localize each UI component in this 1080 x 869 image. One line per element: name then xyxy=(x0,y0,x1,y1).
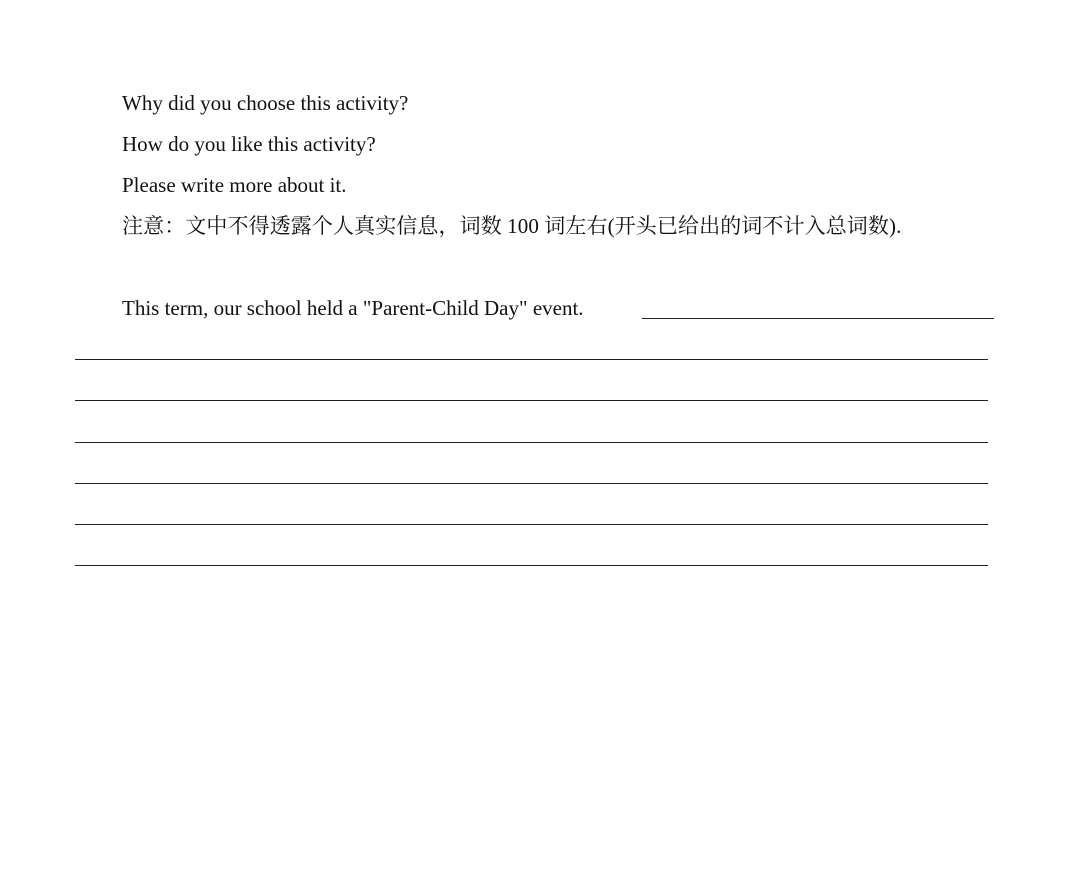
answer-blank-inline[interactable] xyxy=(642,318,994,319)
answer-line[interactable] xyxy=(75,565,988,566)
answer-line[interactable] xyxy=(75,524,988,525)
answer-line[interactable] xyxy=(75,442,988,443)
answer-line[interactable] xyxy=(75,359,988,360)
guiding-question-why: Why did you choose this activity? xyxy=(122,91,409,115)
answer-line[interactable] xyxy=(75,400,988,401)
writing-requirement-note: 注意：文中不得透露个人真实信息，词数 100 词左右(开头已给出的词不计入总词数). xyxy=(122,214,902,238)
guiding-question-how: How do you like this activity? xyxy=(122,132,376,156)
answer-line[interactable] xyxy=(75,483,988,484)
essay-opening-sentence: This term, our school held a "Parent-Child Day" event. xyxy=(122,296,584,320)
guiding-instruction-write-more: Please write more about it. xyxy=(122,173,347,197)
